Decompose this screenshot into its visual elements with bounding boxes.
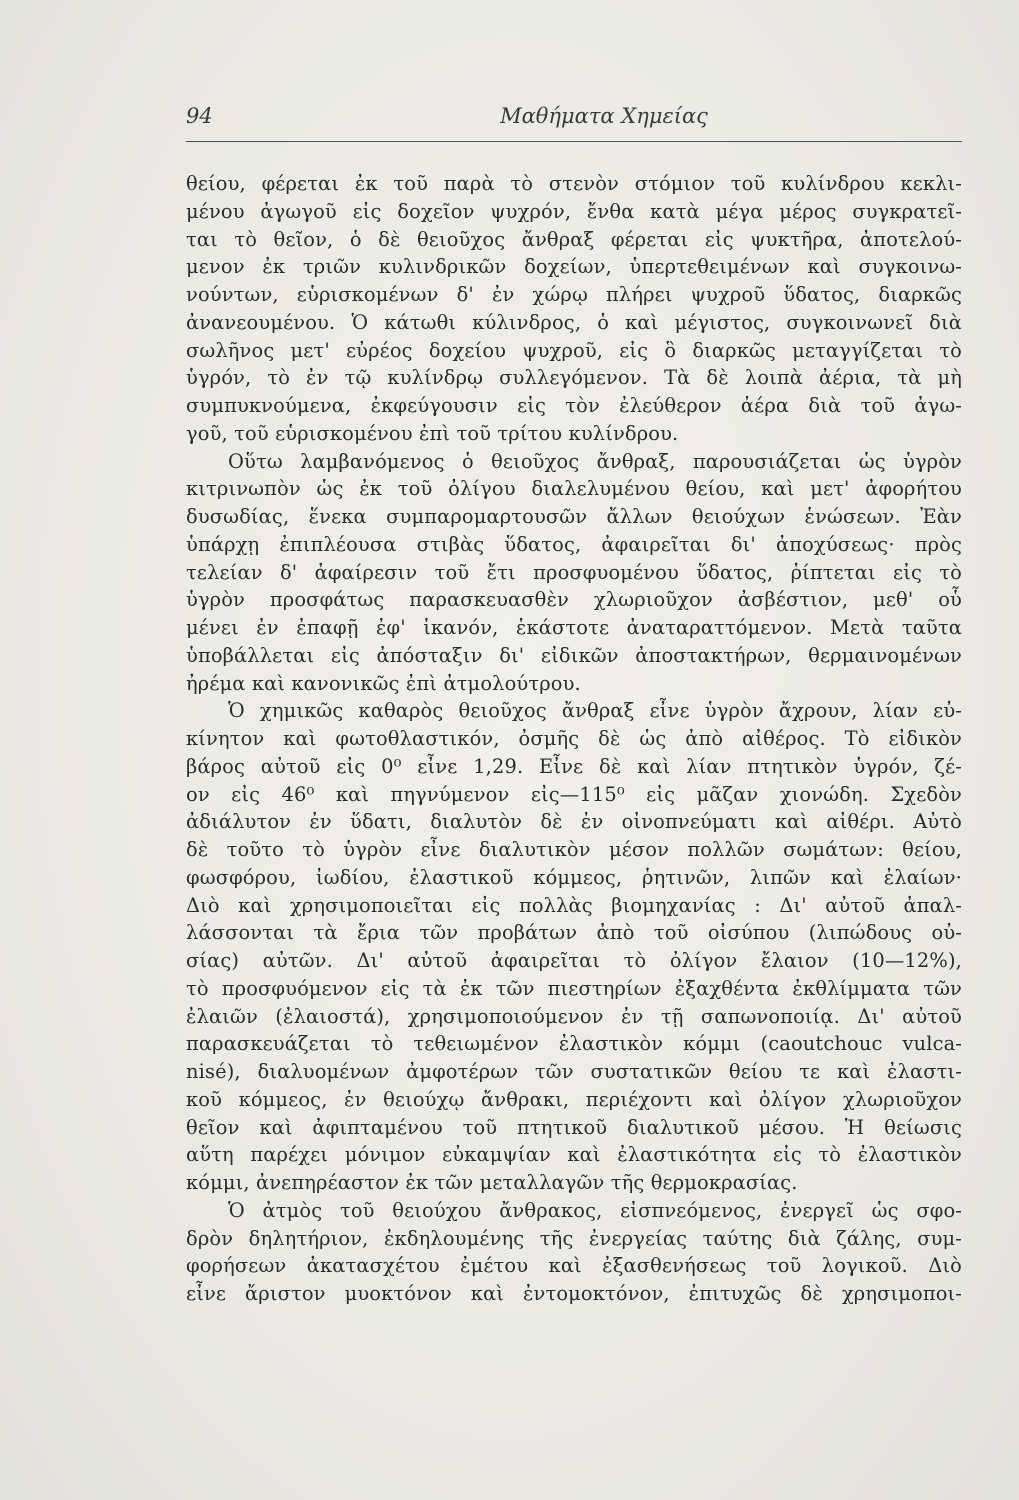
- page-header: [186, 98, 962, 138]
- text-line: σίας) αὐτῶν. Δι' αὐτοῦ ἀφαιρεῖται τὸ ὀλίγον ἔλαιον (10—12%),: [186, 949, 962, 972]
- text-line: ὑγρόν, τὸ ἐν τῷ κυλίνδρῳ συλλεγόμενον. Τὰ δὲ λοιπὰ ἀέρια, τὰ μὴ: [186, 366, 962, 390]
- text-line: ται τὸ θεῖον, ὁ δὲ θειοῦχος ἄνθραξ φέρεται εἰς ψυκτῆρα, ἀποτελού-: [186, 227, 962, 251]
- text-line: θείου, φέρεται ἐκ τοῦ παρὰ τὸ στενὸν στόμιον τοῦ κυλίνδρου κεκλι-: [186, 172, 962, 195]
- text-line: τελείαν δ' ἀφαίρεσιν τοῦ ἔτι προσφυομένου ὕδατος, ῥίπτεται εἰς τὸ: [186, 560, 962, 584]
- text-line: ἐλαιῶν (ἐλαιοστά), χρησιμοποιούμενον ἐν τῇ σαπωνοποιίᾳ. Δι' αὐτοῦ: [186, 1004, 962, 1028]
- text-line: ον εἰς 46⁰ καὶ πηγνύμενον εἰς—115⁰ εἰς μᾶζαν χιονώδη. Σχεδὸν: [186, 782, 962, 806]
- text-line: μένου ἀγωγοῦ εἰς δοχεῖον ψυχρόν, ἔνθα κατὰ μέγα μέρος συγκρατεῖ-: [186, 199, 962, 223]
- header-rule: [186, 141, 962, 142]
- text-line: νούντων, εὑρισκομένων δ' ἐν χώρῳ πλήρει ψυχροῦ ὕδατος, διαρκῶς: [186, 283, 962, 306]
- text-line: τὸ προσφυόμενον εἰς τὰ ἐκ τῶν πιεστηρίων ἐξαχθέντα ἐκθλίμματα τῶν: [186, 976, 962, 1000]
- text-line: κίνητον καὶ φωτοθλαστικόν, ὀσμῆς δὲ ὡς ἀπὸ αἰθέρος. Τὸ εἰδικὸν: [186, 727, 962, 750]
- text-line: αὕτη παρέχει μόνιμον εὐκαμψίαν καὶ ἐλαστικότητα εἰς τὸ ἐλαστικὸν: [186, 1143, 962, 1167]
- text-line: nisé), διαλυομένων ἀμφοτέρων τῶν συστατικῶν θείου τε καὶ ἐλαστι-: [186, 1060, 962, 1083]
- text-line: γοῦ, τοῦ εὑρισκομένου ἐπὶ τοῦ τρίτου κυλίνδρου.: [186, 421, 679, 445]
- paragraph-start: Οὕτω λαμβανόμενος ὁ θειοῦχος ἄνθραξ, παρουσιάζεται ὡς ὑγρὸν: [228, 449, 962, 473]
- text-line: δυσωδίας, ἕνεκα συμπαρομαρτουσῶν ἄλλων θειούχων ἑνώσεων. Ἐὰν: [186, 505, 962, 528]
- text-line: ἠρέμα καὶ κανονικῶς ἐπὶ ἀτμολούτρου.: [186, 671, 581, 695]
- text-line: εἶνε ἄριστον μυοκτόνον καὶ ἐντομοκτόνον, ἐπιτυχῶς δὲ χρησιμοποι-: [186, 1282, 962, 1305]
- text-line: δρὸν δηλητήριον, ἐκδηλουμένης τῆς ἐνεργείας ταύτης διὰ ζάλης, συμ-: [186, 1226, 962, 1250]
- text-line: θεῖον καὶ ἀφιπταμένου τοῦ πτητικοῦ διαλυτικοῦ μέσου. Ἡ θείωσις: [186, 1115, 962, 1139]
- text-line: φωσφόρου, ἰωδίου, ἐλαστικοῦ κόμμεος, ῥητινῶν, λιπῶν καὶ ἐλαίων·: [186, 865, 962, 889]
- text-line: λάσσονται τὰ ἔρια τῶν προβάτων ἀπὸ τοῦ οἰσύπου (λιπώδους οὐ-: [186, 921, 962, 945]
- text-line: κοῦ κόμμεος, ἐν θειούχῳ ἄνθρακι, περιέχοντι καὶ ὀλίγον χλωριοῦχον: [186, 1087, 962, 1111]
- text-line: ὑπάρχῃ ἐπιπλέουσα στιβὰς ὕδατος, ἀφαιρεῖται δι' ἀποχύσεως· πρὸς: [186, 532, 962, 556]
- text-line: συμπυκνούμενα, ἐκφεύγουσιν εἰς τὸν ἐλεύθερον ἀέρα διὰ τοῦ ἀγω-: [186, 394, 962, 417]
- text-line: ὑποβάλλεται εἰς ἀπόσταξιν δι' εἰδικῶν ἀποστακτήρων, θερμαινομένων: [186, 643, 962, 667]
- text-line: ἀδιάλυτον ἐν ὕδατι, διαλυτὸν δὲ ἐν οἰνοπνεύματι καὶ αἰθέρι. Αὐτὸ: [186, 810, 962, 834]
- text-line: βάρος αὐτοῦ εἰς 0⁰ εἶνε 1,29. Εἶνε δὲ καὶ λίαν πτητικὸν ὑγρόν, ζέ-: [186, 754, 962, 778]
- text-line: ἀνανεουμένου. Ὁ κάτωθι κύλινδρος, ὁ καὶ μέγιστος, συγκοινωνεῖ διὰ: [186, 310, 962, 334]
- text-line: σωλῆνος μετ' εὐρέος δοχείου ψυχροῦ, εἰς ὃ διαρκῶς μεταγγίζεται τὸ: [186, 338, 962, 362]
- text-line: Διὸ καὶ χρησιμοποιεῖται εἰς πολλὰς βιομηχανίας : Δι' αὐτοῦ ἀπαλ-: [186, 893, 962, 917]
- text-line: παρασκευάζεται τὸ τεθειωμένον ἐλαστικὸν κόμμι (caoutchouc vulca-: [186, 1032, 962, 1056]
- text-line: κόμμι, ἀνεπηρέαστον ἐκ τῶν μεταλλαγῶν τῆς θερμοκρασίας.: [186, 1171, 798, 1194]
- running-title: Μαθήματα Χημείας: [500, 104, 708, 128]
- text-line: μένει ἐν ἐπαφῇ ἐφ' ἱκανόν, ἑκάστοτε ἀναταραττόμενον. Μετὰ ταῦτα: [186, 616, 962, 639]
- paragraph-start: Ὁ ἀτμὸς τοῦ θειούχου ἄνθρακος, εἰσπνεόμενος, ἐνεργεῖ ὡς σφο-: [228, 1198, 962, 1222]
- text-line: ὑγρὸν προσφάτως παρασκευασθὲν χλωριοῦχον ἀσβέστιον, μεθ' οὗ: [186, 588, 962, 612]
- text-line: μενον ἐκ τριῶν κυλινδρικῶν δοχείων, ὑπερτεθειμένων καὶ συγκοινω-: [186, 255, 962, 279]
- text-line: φορήσεων ἀκατασχέτου ἐμέτου καὶ ἐξασθενήσεως τοῦ λογικοῦ. Διὸ: [186, 1254, 962, 1278]
- body-text: [186, 170, 962, 1308]
- text-line: κιτρινωπὸν ὡς ἐκ τοῦ ὀλίγου διαλελυμένου θείου, καὶ μετ' ἀφορήτου: [186, 477, 962, 501]
- paragraph-start: Ὁ χημικῶς καθαρὸς θειοῦχος ἄνθραξ εἶνε ὑγρὸν ἄχρουν, λίαν εὐ-: [228, 699, 962, 723]
- text-line: δὲ τοῦτο τὸ ὑγρὸν εἶνε διαλυτικὸν μέσον πολλῶν σωμάτων: θείου,: [186, 838, 962, 861]
- page-number: 94: [186, 104, 213, 128]
